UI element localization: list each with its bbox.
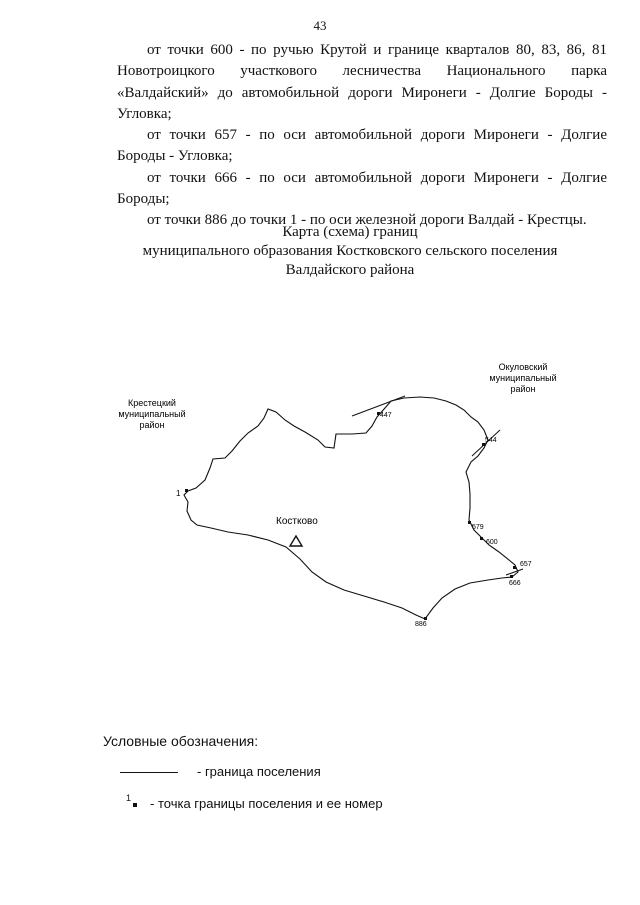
point-label-886: 886 [415,621,427,628]
point-marker [510,575,513,578]
point-label-447: 447 [380,412,392,419]
legend-point-label: - точка границы поселения и ее номер [150,796,383,811]
triangle-icon [290,536,302,546]
point-label-657: 657 [520,561,532,568]
paragraph: от точки 600 - по ручью Крутой и границе кварталов 80, 83, 86, 81 Новотроицкого участкового лесничества Национального парка «Валдайский» до автомобильной дороги Миронеги - Долгие Бороды - Угловка; [117,42,607,122]
map-title-line: Валдайского района [285,262,415,278]
neighbor-label-line: муниципальный [118,409,186,419]
point-marker [480,537,483,540]
neighbor-label-west [118,398,185,430]
neighbor-label-line: Крестецкий [128,398,176,408]
neighbor-label-line: муниципальный [489,373,557,383]
point-marker [185,489,188,492]
legend-boundary-line [120,772,178,773]
point-label-666: 666 [509,580,521,587]
neighbor-label-line: район [510,384,536,394]
legend-point-marker [133,803,137,807]
point-marker [513,566,516,569]
neighbor-label-line: район [139,420,165,430]
border-tick-557 [506,569,523,575]
page-number: 43 [313,18,327,33]
point-label-579: 579 [472,524,484,531]
point-label-544: 544 [485,437,497,444]
legend-boundary-label: - граница поселения [197,764,321,779]
point-label-600: 600 [486,539,498,546]
map-title-line: муниципального образования Костковского сельского поселения [142,243,558,259]
point-marker [468,521,471,524]
neighbor-label-line: Окуловский [498,362,548,372]
point-marker [424,617,427,620]
settlement-boundary [184,397,518,619]
paragraph: от точки 886 до точки 1 - по оси железной дороги Валдай - Крестцы. [147,212,587,229]
legend-point-number: 1 [126,793,132,803]
legend-title: Условные обозначения: [103,733,259,749]
point-markers [185,412,516,620]
map-title-line: Карта (схема) границ [282,224,418,240]
point-label-1: 1 [176,489,181,498]
settlement-label: Костково [276,516,318,527]
paragraph: от точки 666 - по оси автомобильной дороги Миронеги - Долгие Бороды; [117,169,607,208]
paragraph: от точки 657 - по оси автомобильной дороги Миронеги - Долгие Бороды - Угловка; [117,127,607,165]
settlement-marker [290,536,302,546]
neighbor-label-east [489,362,556,394]
